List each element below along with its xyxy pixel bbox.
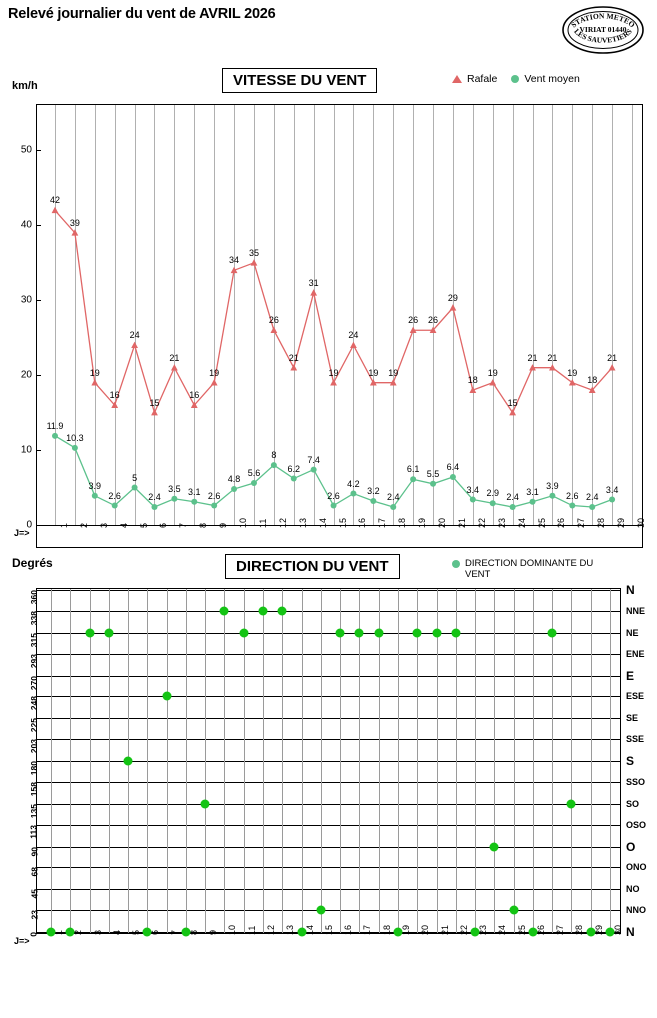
data-point-rafale bbox=[609, 364, 616, 370]
data-label: 2.6 bbox=[327, 490, 340, 501]
data-label: 16 bbox=[109, 390, 120, 401]
data-label: 3.5 bbox=[168, 483, 181, 494]
data-point-rafale bbox=[350, 342, 357, 348]
data-point-vent-moyen bbox=[52, 433, 58, 439]
data-point-rafale bbox=[290, 364, 297, 370]
data-point-rafale bbox=[131, 342, 138, 348]
data-point-vent-moyen bbox=[530, 499, 536, 505]
data-point-direction bbox=[201, 799, 210, 808]
y-tick-label: 45 bbox=[29, 889, 39, 899]
data-label: 18 bbox=[467, 375, 478, 386]
data-label: 2.4 bbox=[585, 492, 599, 503]
data-point-vent-moyen bbox=[112, 503, 118, 509]
svg-text:VIRIAT 01440: VIRIAT 01440 bbox=[579, 25, 627, 34]
data-point-direction bbox=[162, 692, 171, 701]
x-tick-label: 15 bbox=[337, 517, 348, 528]
y-tick-label: 0 bbox=[26, 519, 32, 531]
data-label: 31 bbox=[308, 277, 319, 288]
direction-label: E bbox=[626, 668, 635, 683]
y-tick-label: 248 bbox=[29, 696, 39, 711]
data-point-vent-moyen bbox=[609, 497, 615, 503]
x-tick-label: 27 bbox=[555, 924, 566, 935]
x-tick-label: 29 bbox=[593, 924, 604, 935]
data-point-vent-moyen bbox=[271, 462, 277, 468]
data-point-vent-moyen bbox=[350, 491, 356, 497]
data-label: 16 bbox=[189, 390, 200, 401]
y-tick-label: 23 bbox=[29, 910, 39, 920]
data-label: 26 bbox=[268, 315, 279, 326]
data-label: 2.4 bbox=[506, 492, 519, 503]
x-tick-label: 4 bbox=[111, 929, 122, 935]
direction-label: SO bbox=[626, 798, 640, 809]
data-label: 3.2 bbox=[367, 486, 380, 497]
data-label: 21 bbox=[547, 352, 558, 363]
data-label: 3.4 bbox=[466, 484, 480, 495]
x-tick-label: 14 bbox=[317, 517, 328, 528]
x-axis-j-label-direction: J=> bbox=[14, 936, 30, 946]
x-tick-label: 6 bbox=[158, 522, 169, 528]
data-point-direction bbox=[85, 628, 94, 637]
y-axis-unit-degres: Degrés bbox=[12, 556, 53, 570]
data-point-rafale bbox=[270, 327, 277, 333]
direction-label: N bbox=[626, 925, 635, 939]
data-point-vent-moyen bbox=[211, 503, 217, 509]
x-tick-label: 25 bbox=[516, 924, 527, 935]
data-label: 2.4 bbox=[386, 492, 400, 503]
data-point-vent-moyen bbox=[410, 476, 416, 482]
x-gridline bbox=[552, 589, 553, 933]
x-tick-label: 26 bbox=[535, 924, 546, 935]
x-tick-label: 3 bbox=[98, 522, 109, 528]
data-label: 19 bbox=[328, 367, 339, 378]
x-gridline bbox=[302, 589, 303, 933]
wind-direction-chart bbox=[0, 548, 657, 1018]
data-point-direction bbox=[413, 628, 422, 637]
data-label: 42 bbox=[49, 195, 61, 206]
x-tick-label: 24 bbox=[516, 517, 527, 528]
data-point-direction bbox=[259, 606, 268, 615]
data-point-rafale bbox=[310, 289, 317, 295]
data-label: 7.4 bbox=[307, 454, 320, 465]
data-point-vent-moyen bbox=[510, 504, 516, 510]
data-point-direction bbox=[355, 628, 364, 637]
data-label: 3.1 bbox=[526, 486, 539, 497]
x-tick-label: 23 bbox=[478, 924, 489, 935]
y-tick-label: 360 bbox=[29, 590, 39, 605]
plot-area-speed bbox=[20, 104, 646, 548]
data-point-direction bbox=[220, 606, 229, 615]
svg-text:LES SAUVETIERS: LES SAUVETIERS bbox=[572, 26, 634, 45]
chart-title-speed: VITESSE DU VENT bbox=[222, 68, 377, 93]
data-point-vent-moyen bbox=[151, 504, 157, 510]
x-tick-label: 16 bbox=[357, 517, 368, 528]
x-gridline bbox=[90, 589, 91, 933]
data-label: 3.9 bbox=[88, 480, 102, 491]
x-tick-label: 15 bbox=[323, 924, 334, 935]
x-tick-label: 21 bbox=[439, 924, 450, 935]
data-label: 5.6 bbox=[247, 468, 261, 479]
y-axis-unit-kmh: km/h bbox=[12, 80, 38, 92]
y-tick-label: 50 bbox=[20, 144, 32, 156]
data-label: 21 bbox=[607, 352, 618, 363]
x-tick-label: 25 bbox=[536, 517, 547, 528]
data-point-direction bbox=[567, 799, 576, 808]
data-label: 5 bbox=[132, 472, 138, 483]
x-tick-label: 5 bbox=[131, 929, 142, 935]
data-point-vent-moyen bbox=[231, 486, 237, 492]
x-gridline bbox=[109, 589, 110, 933]
x-tick-label: 30 bbox=[613, 924, 623, 935]
x-tick-label: 12 bbox=[266, 924, 277, 935]
x-gridline bbox=[571, 589, 572, 933]
data-point-vent-moyen bbox=[251, 480, 257, 486]
data-label: 2.6 bbox=[108, 490, 121, 501]
data-label: 24 bbox=[129, 330, 140, 341]
x-tick-label: 18 bbox=[381, 924, 392, 935]
legend-direction bbox=[452, 558, 602, 580]
x-gridline bbox=[263, 589, 264, 933]
x-gridline bbox=[533, 589, 534, 933]
data-label: 2.9 bbox=[486, 488, 499, 499]
svg-text:STATION METEO: STATION METEO bbox=[569, 11, 637, 30]
direction-label: NE bbox=[626, 627, 639, 638]
data-point-direction bbox=[432, 628, 441, 637]
direction-label: NNO bbox=[626, 905, 646, 916]
data-point-rafale bbox=[330, 379, 337, 385]
data-point-direction bbox=[124, 757, 133, 766]
data-point-vent-moyen bbox=[72, 445, 78, 451]
data-point-rafale bbox=[489, 379, 496, 385]
data-point-vent-moyen bbox=[490, 500, 496, 506]
data-label: 26 bbox=[428, 315, 439, 326]
x-tick-label: 11 bbox=[257, 518, 268, 528]
data-label: 21 bbox=[527, 352, 538, 363]
data-label: 15 bbox=[149, 397, 160, 408]
x-gridline bbox=[456, 589, 457, 933]
x-tick-label: 2 bbox=[78, 522, 89, 528]
data-point-vent-moyen bbox=[470, 497, 476, 503]
circle-marker-icon bbox=[511, 75, 519, 83]
data-label: 3.9 bbox=[546, 480, 559, 491]
y-tick-label: 203 bbox=[29, 739, 39, 754]
y-tick-label: 68 bbox=[29, 867, 39, 877]
y-tick-label: 135 bbox=[29, 803, 39, 818]
data-label: 21 bbox=[169, 352, 180, 363]
plot-area-direction bbox=[29, 583, 647, 939]
data-label: 6.2 bbox=[287, 463, 301, 474]
x-tick-label: 18 bbox=[397, 517, 408, 528]
x-gridline bbox=[70, 589, 71, 933]
x-tick-label: 19 bbox=[417, 517, 428, 528]
data-label: 5.5 bbox=[426, 468, 440, 479]
data-point-rafale bbox=[91, 379, 98, 385]
data-label: 21 bbox=[288, 352, 299, 363]
data-point-rafale bbox=[450, 304, 457, 310]
x-gridline bbox=[359, 589, 360, 933]
data-point-vent-moyen bbox=[331, 503, 337, 509]
data-point-rafale bbox=[569, 379, 576, 385]
x-gridline bbox=[379, 589, 380, 933]
y-tick-label: 113 bbox=[29, 824, 39, 839]
data-label: 6.1 bbox=[406, 464, 420, 475]
x-gridline bbox=[417, 589, 418, 933]
data-point-vent-moyen bbox=[589, 504, 595, 510]
direction-label: SSE bbox=[626, 734, 645, 745]
data-label: 19 bbox=[368, 367, 379, 378]
data-point-vent-moyen bbox=[390, 504, 396, 510]
wind-speed-chart bbox=[0, 60, 657, 538]
legend-label-direction: DIRECTION DOMINANTE DU VENT bbox=[465, 558, 594, 580]
data-label: 4.2 bbox=[347, 478, 360, 489]
x-tick-label: 7 bbox=[169, 929, 180, 935]
x-tick-label: 7 bbox=[178, 522, 189, 528]
data-label: 34 bbox=[229, 255, 240, 266]
legend-label-vent-moyen: Vent moyen bbox=[524, 73, 580, 85]
data-point-rafale bbox=[151, 409, 158, 415]
x-tick-label: 17 bbox=[377, 517, 388, 528]
x-tick-label: 11 bbox=[246, 925, 257, 935]
y-tick-label: 0 bbox=[29, 932, 39, 937]
data-point-direction bbox=[451, 628, 460, 637]
data-point-vent-moyen bbox=[370, 498, 376, 504]
x-gridline bbox=[475, 589, 476, 933]
direction-label: ENE bbox=[626, 648, 645, 659]
y-tick-label: 20 bbox=[20, 369, 32, 381]
direction-label: NO bbox=[626, 884, 640, 895]
legend-item-rafale bbox=[452, 73, 497, 85]
circle-marker-icon bbox=[452, 560, 460, 568]
y-tick-label: 40 bbox=[20, 219, 32, 231]
x-tick-label: 28 bbox=[574, 924, 585, 935]
data-label: 24 bbox=[348, 330, 359, 341]
legend-label-rafale: Rafale bbox=[467, 73, 498, 85]
data-label: 2.4 bbox=[148, 492, 161, 503]
data-label: 3.4 bbox=[605, 484, 619, 495]
data-label: 10.3 bbox=[66, 432, 84, 443]
data-point-rafale bbox=[171, 364, 178, 370]
data-point-direction bbox=[104, 628, 113, 637]
x-tick-label: 10 bbox=[227, 924, 238, 935]
page-title: Relevé journalier du vent de AVRIL 2026 bbox=[8, 6, 276, 22]
data-point-rafale bbox=[52, 207, 59, 213]
x-tick-label: 9 bbox=[208, 929, 219, 935]
x-tick-label: 17 bbox=[362, 924, 373, 935]
data-label: 19 bbox=[487, 367, 498, 378]
x-gridline bbox=[437, 589, 438, 933]
x-tick-label: 1 bbox=[59, 522, 69, 528]
x-tick-label: 13 bbox=[285, 924, 296, 935]
data-label: 8 bbox=[271, 450, 277, 461]
x-tick-label: 27 bbox=[576, 517, 587, 528]
data-label: 2.6 bbox=[207, 490, 221, 501]
y-tick-label: 225 bbox=[29, 718, 39, 733]
data-label: 19 bbox=[89, 367, 100, 378]
data-point-vent-moyen bbox=[549, 493, 555, 499]
x-tick-label: 29 bbox=[616, 517, 627, 528]
x-gridline bbox=[398, 589, 399, 933]
direction-label: NNE bbox=[626, 605, 646, 616]
x-gridline bbox=[494, 589, 495, 933]
y-tick-label: 315 bbox=[29, 632, 39, 647]
x-tick-label: 20 bbox=[420, 924, 431, 935]
legend-speed bbox=[452, 73, 580, 85]
data-label: 18 bbox=[587, 375, 598, 386]
data-point-rafale bbox=[251, 259, 258, 265]
x-tick-label: 10 bbox=[238, 517, 249, 528]
x-gridline bbox=[340, 589, 341, 933]
x-tick-label: 8 bbox=[188, 929, 199, 935]
data-label: 19 bbox=[209, 367, 220, 378]
data-point-vent-moyen bbox=[191, 499, 197, 505]
data-label: 3.1 bbox=[188, 486, 201, 497]
x-tick-label: 24 bbox=[497, 924, 508, 935]
data-point-direction bbox=[548, 628, 557, 637]
x-tick-label: 4 bbox=[118, 522, 129, 528]
direction-label: ESE bbox=[626, 691, 645, 702]
direction-label: SSO bbox=[626, 776, 646, 787]
legend-item-vent-moyen bbox=[511, 73, 579, 85]
data-point-direction bbox=[490, 842, 499, 851]
direction-label: OSO bbox=[626, 819, 647, 830]
data-point-direction bbox=[374, 628, 383, 637]
x-tick-label: 5 bbox=[138, 522, 149, 528]
triangle-marker-icon bbox=[452, 75, 462, 83]
x-tick-label: 12 bbox=[277, 517, 288, 528]
x-tick-label: 21 bbox=[456, 517, 467, 528]
data-label: 19 bbox=[388, 367, 399, 378]
x-gridline bbox=[244, 589, 245, 933]
data-label: 4.8 bbox=[227, 474, 241, 485]
direction-label: SE bbox=[626, 713, 639, 724]
data-point-direction bbox=[316, 906, 325, 915]
data-point-direction bbox=[336, 628, 345, 637]
data-point-vent-moyen bbox=[569, 503, 575, 509]
y-tick-label: 158 bbox=[29, 781, 39, 797]
x-tick-label: 16 bbox=[343, 924, 354, 935]
y-tick-label: 293 bbox=[29, 653, 39, 668]
data-label: 26 bbox=[408, 315, 419, 326]
x-tick-label: 14 bbox=[304, 924, 315, 935]
data-point-vent-moyen bbox=[430, 481, 436, 487]
x-tick-label: 2 bbox=[73, 929, 84, 935]
y-tick-label: 180 bbox=[29, 761, 39, 776]
x-tick-label: 1 bbox=[54, 929, 64, 935]
x-tick-label: 6 bbox=[150, 929, 161, 935]
x-gridline bbox=[591, 589, 592, 933]
data-label: 35 bbox=[248, 247, 259, 258]
x-tick-label: 9 bbox=[218, 522, 229, 528]
data-point-vent-moyen bbox=[171, 496, 177, 502]
x-gridline bbox=[224, 589, 225, 933]
data-point-direction bbox=[278, 606, 287, 615]
x-tick-label: 8 bbox=[198, 522, 209, 528]
x-tick-label: 23 bbox=[496, 517, 507, 528]
data-label: 39 bbox=[69, 217, 80, 228]
data-point-direction bbox=[509, 906, 518, 915]
data-point-vent-moyen bbox=[311, 467, 317, 473]
y-tick-label: 270 bbox=[29, 675, 39, 690]
y-tick-label: 10 bbox=[20, 444, 32, 456]
x-gridline bbox=[205, 589, 206, 933]
x-tick-label: 20 bbox=[437, 517, 448, 528]
data-point-vent-moyen bbox=[450, 474, 456, 480]
data-label: 15 bbox=[507, 397, 518, 408]
data-label: 6.4 bbox=[446, 462, 460, 473]
x-tick-label: 28 bbox=[596, 517, 607, 528]
x-tick-label: 26 bbox=[556, 517, 567, 528]
y-tick-label: 30 bbox=[20, 294, 32, 306]
x-tick-label: 22 bbox=[458, 924, 469, 935]
direction-label: ONO bbox=[626, 862, 647, 873]
x-gridline bbox=[186, 589, 187, 933]
data-point-rafale bbox=[211, 379, 218, 385]
x-gridline bbox=[167, 589, 168, 933]
x-gridline bbox=[51, 589, 52, 933]
x-tick-label: 30 bbox=[636, 517, 646, 528]
x-gridline bbox=[321, 589, 322, 933]
y-tick-label: 90 bbox=[29, 846, 39, 856]
x-tick-label: 22 bbox=[476, 517, 487, 528]
x-tick-label: 3 bbox=[92, 929, 103, 935]
y-tick-label: 338 bbox=[29, 610, 39, 626]
direction-label: N bbox=[626, 583, 635, 597]
x-gridline bbox=[147, 589, 148, 933]
data-label: 2.6 bbox=[566, 490, 579, 501]
data-point-vent-moyen bbox=[132, 485, 138, 491]
x-gridline bbox=[282, 589, 283, 933]
chart-title-direction: DIRECTION DU VENT bbox=[225, 554, 400, 579]
data-point-direction bbox=[239, 628, 248, 637]
data-label: 29 bbox=[447, 292, 458, 303]
data-point-vent-moyen bbox=[92, 493, 98, 499]
x-tick-label: 13 bbox=[297, 517, 308, 528]
station-stamp bbox=[559, 4, 647, 56]
data-label: 11.9 bbox=[46, 420, 64, 431]
data-point-vent-moyen bbox=[291, 476, 297, 482]
data-label: 19 bbox=[567, 367, 578, 378]
x-axis-j-label-speed: J=> bbox=[14, 528, 30, 538]
x-tick-label: 19 bbox=[400, 924, 411, 935]
direction-label: O bbox=[626, 839, 636, 854]
direction-label: S bbox=[626, 754, 635, 768]
x-gridline bbox=[610, 589, 611, 933]
x-gridline bbox=[514, 589, 515, 933]
